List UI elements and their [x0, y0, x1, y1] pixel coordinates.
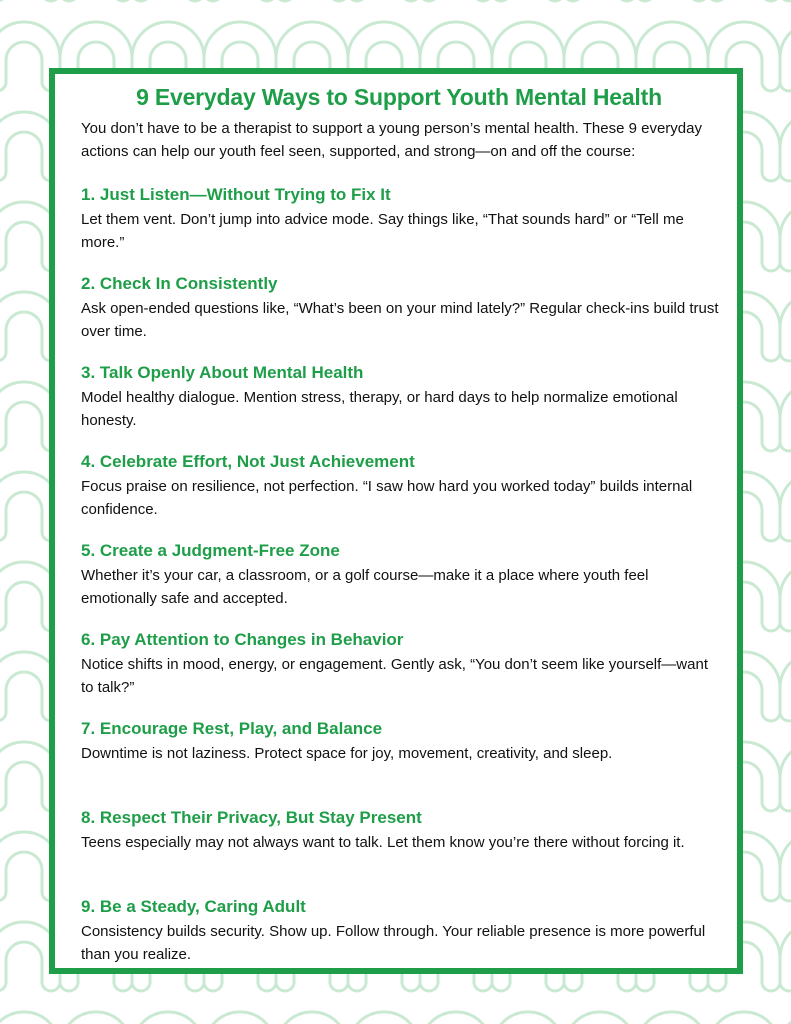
- tip-body: Notice shifts in mood, energy, or engagement. Gently ask, “You don’t seem like yourself—want to talk?”: [81, 656, 708, 696]
- tip-heading: 2. Check In Consistently: [81, 274, 278, 293]
- list-item: [81, 184, 737, 273]
- tip-body: Model healthy dialogue. Mention stress, therapy, or hard days to help normalize emotional honesty.: [81, 389, 678, 429]
- page-title: 9 Everyday Ways to Support Youth Mental Health: [136, 84, 662, 110]
- tip-heading: 3. Talk Openly About Mental Health: [81, 363, 364, 382]
- tip-body: Focus praise on resilience, not perfection. “I saw how hard you worked today” builds internal confidence.: [81, 478, 693, 518]
- tip-body: Teens especially may not always want to talk. Let them know you’re there without forcing it.: [81, 834, 685, 851]
- list-item: [81, 362, 737, 451]
- list-item: [81, 807, 737, 896]
- tip-heading: 8. Respect Their Privacy, But Stay Present: [81, 808, 422, 827]
- list-item: [81, 718, 737, 807]
- content-card: [49, 68, 743, 974]
- list-item: [81, 540, 737, 629]
- list-item: [81, 273, 737, 362]
- list-item: [81, 896, 737, 985]
- list-item: [81, 629, 737, 718]
- tip-heading: 5. Create a Judgment-Free Zone: [81, 541, 340, 560]
- tip-body: Whether it’s your car, a classroom, or a golf course—make it a place where youth feel emotionally safe and accepted.: [81, 567, 649, 607]
- tip-body: Let them vent. Don’t jump into advice mode. Say things like, “That sounds hard” or “Tell me more.”: [81, 211, 684, 251]
- tips-list: [81, 184, 737, 985]
- tip-heading: 6. Pay Attention to Changes in Behavior: [81, 630, 404, 649]
- tip-body: Downtime is not laziness. Protect space for joy, movement, creativity, and sleep.: [81, 745, 613, 762]
- list-item: [81, 451, 737, 540]
- tip-heading: 7. Encourage Rest, Play, and Balance: [81, 719, 383, 738]
- tip-heading: 9. Be a Steady, Caring Adult: [81, 897, 306, 916]
- tip-body: Ask open-ended questions like, “What’s been on your mind lately?” Regular check-ins build trust over time.: [81, 300, 719, 340]
- tip-heading: 1. Just Listen—Without Trying to Fix It: [81, 185, 391, 204]
- tip-heading: 4. Celebrate Effort, Not Just Achievement: [81, 452, 415, 471]
- tip-body: Consistency builds security. Show up. Follow through. Your reliable presence is more powerful than you realize.: [81, 923, 706, 963]
- intro-paragraph: You don’t have to be a therapist to support a young person’s mental health. These 9 everyday actions can help our youth feel seen, supported, and strong—on and off the course:: [81, 120, 702, 160]
